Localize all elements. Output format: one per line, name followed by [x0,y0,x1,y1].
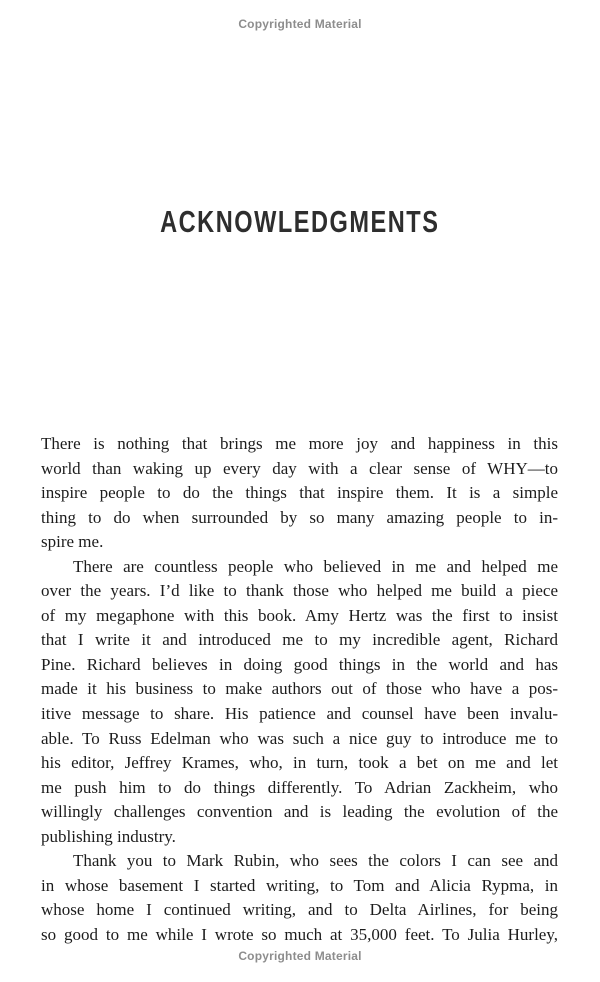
paragraph [41,849,558,947]
copyright-notice-bottom: Copyrighted Material [238,949,362,963]
text-line: over the years. I’d like to thank those who helped me build a piece [41,581,558,601]
chapter-title-text: ACKNOWLEDGMENTS [160,204,440,239]
text-line: publishing industry. [41,826,176,846]
paragraph [41,432,558,555]
body-text [41,432,558,947]
text-line: able. To Russ Edelman who was such a nice guy to introduce me to [41,728,558,748]
text-line: so good to me while I wrote so much at 35,000 feet. To Julia Hurley, [41,924,558,944]
text-line: inspire people to do the things that inspire them. It is a simple [41,483,558,503]
text-line: Pine. Richard believes in doing good things in the world and has [41,654,558,674]
text-line: There is nothing that brings me more joy and happiness in this [41,434,558,453]
chapter-title [0,205,600,245]
text-line: There are countless people who believed in me and helped me [73,556,558,576]
copyright-notice-top: Copyrighted Material [238,17,362,31]
text-line: of my megaphone with this book. Amy Hertz was the first to insist [41,605,558,625]
text-line: thing to do when surrounded by so many amazing people to in- [41,507,558,527]
text-line: itive message to share. His patience and counsel have been invalu- [41,704,558,724]
text-line: his editor, Jeffrey Krames, who, in turn, took a bet on me and let [41,753,558,773]
text-line: Thank you to Mark Rubin, who sees the colors I can see and [73,851,558,871]
text-line: willingly challenges convention and is leading the evolution of the [41,802,558,822]
text-line: spire me. [41,532,104,552]
text-line: made it his business to make authors out of those who have a pos- [41,679,558,699]
text-line: that I write it and introduced me to my incredible agent, Richard [41,630,558,650]
text-line: in whose basement I started writing, to Tom and Alicia Rypma, in [41,875,558,895]
paragraph [41,555,558,850]
text-line: world than waking up every day with a clear sense of WHY—to [41,458,558,478]
text-line: whose home I continued writing, and to Delta Airlines, for being [41,900,558,920]
text-line: me push him to do things differently. To Adrian Zackheim, who [41,777,558,797]
